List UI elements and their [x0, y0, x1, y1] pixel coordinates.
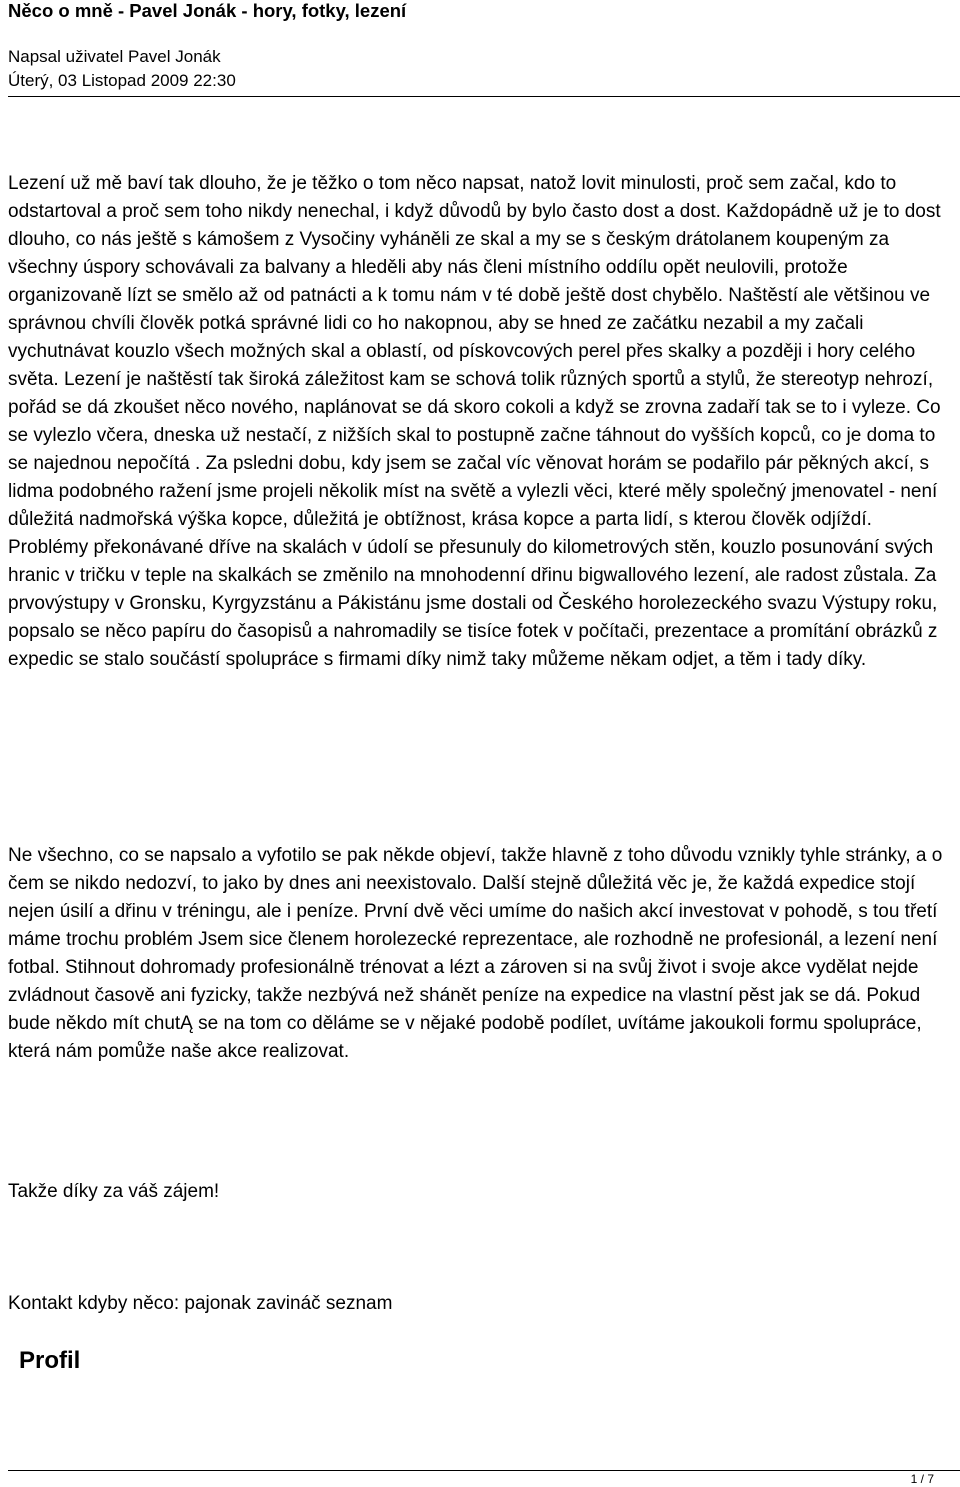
paragraph-sponsorship: Ne všechno, co se napsalo a vyfotilo se pak někde objeví, takže hlavně z toho důvodu vznikly tyhle stránky, a o čem se nikdo nedozví, to jako by dnes ani neexistovalo. Další stejně důležitá věc je, že každá expedice stojí nejen úsilí a dřinu v tréningu, ale i peníze. První dvě věci umíme do našich akcí investovat v pohodě, s tou třetí máme trochu problém Jsem sice členem horolezecké reprezentace, ale rozhodně ne profesionál, a lezení není fotbal. Stihnout dohromady profesionálně trénovat a lézt a zároven si na svůj život i svoje akce vydělat nejde zvládnout časově ani fyzicky, takže nezbývá než shánět peníze na expedice na vlastní pěst jak se dá. Pokud bude někdo mít chutĄ se na tom co děláme se v nějaké podobě podílet, uvítáme jakoukoli formu spolupráce, která nám pomůže naše akce realizovat. [8, 845, 943, 1062]
page-number: 1 / 7 [910, 1472, 934, 1486]
section-heading-profile: Profil [19, 1347, 81, 1374]
author-line: Napsal uživatel Pavel Jonák [8, 47, 221, 66]
paragraph-thanks: Takže díky za váš zájem! [8, 1181, 220, 1202]
footer-divider [8, 1470, 960, 1471]
header-divider [8, 96, 960, 97]
paragraph-contact: Kontakt kdyby něco: pajonak zavináč seznam [8, 1293, 393, 1314]
paragraph-intro: Lezení už mě baví tak dlouho, že je těžko o tom něco napsat, natož lovit minulosti, proč sem začal, kdo to odstartoval a proč sem toho nikdy nenechal, i když důvodů by bylo často dost a dost. Každopádně už je to dost dlouho, co nás ještě s kámošem z Vysočiny vyháněli ze skal a my se s českým drátolanem koupeným za všechny úspory schovávali za balvany a hleděli aby nás členi místního oddílu opět neulovili, protože organizovaně lízt se smělo až od patnácti a k tomu nám v té době ještě dost chybělo. Naštěstí ale většinou ve správnou chvíli člověk potká správné lidi co ho nakopnou, aby se hned ze začátku nezabil a my začali vychutnávat kouzlo všech možných skal a oblastí, od pískovcových perel přes skalky a později i hory celého světa. Lezení je naštěstí tak široká záležitost kam se schová tolik různých sportů a stylů, že stereotyp nehrozí, pořád se dá zkoušet něco nového, naplánovat se dá skoro cokoli a když se zrovna zadaří tak se to i vyleze. Co se vylezlo včera, dneska už nestačí, z nižších skal to postupně začne táhnout do vyšších kopců, co je doma to se najednou nepočítá . Za psledni dobu, kdy jsem se začal víc věnovat horám se podařilo pár pěkných akcí, s lidma podobného ražení jsme projeli několik míst na světě a vylezli věci, které měly společný jmenovatel - není důležitá nadmořská výška kopce, důležitá je obtížnost, krása kopce a parta lidí, s kterou člověk odjíždí. Problémy překonávané dříve na skalách v údolí se přesunuly do kilometrových stěn, kouzlo posunování svých hranic v tričku v teple na skalkách se změnilo na mnohodenní dřinu bigwallového lezení, ale radost zůstala. Za prvovýstupy v Gronsku, Kyrgyzstánu a Pákistánu jsme dostali od Českého horolezeckého svazu Výstupy roku, popsalo se něco papíru do časopisů a nahromadily se tisíce fotek v počítači, prezentace a promítání obrázků z expedic se stalo součástí spolupráce s firmami díky nimž taky můžeme někam odjet, a těm i tady díky. [8, 173, 941, 670]
page-title: Něco o mně - Pavel Jonák - hory, fotky, lezení [8, 0, 407, 21]
article-meta [8, 45, 236, 93]
date-line: Úterý, 03 Listopad 2009 22:30 [8, 71, 236, 90]
